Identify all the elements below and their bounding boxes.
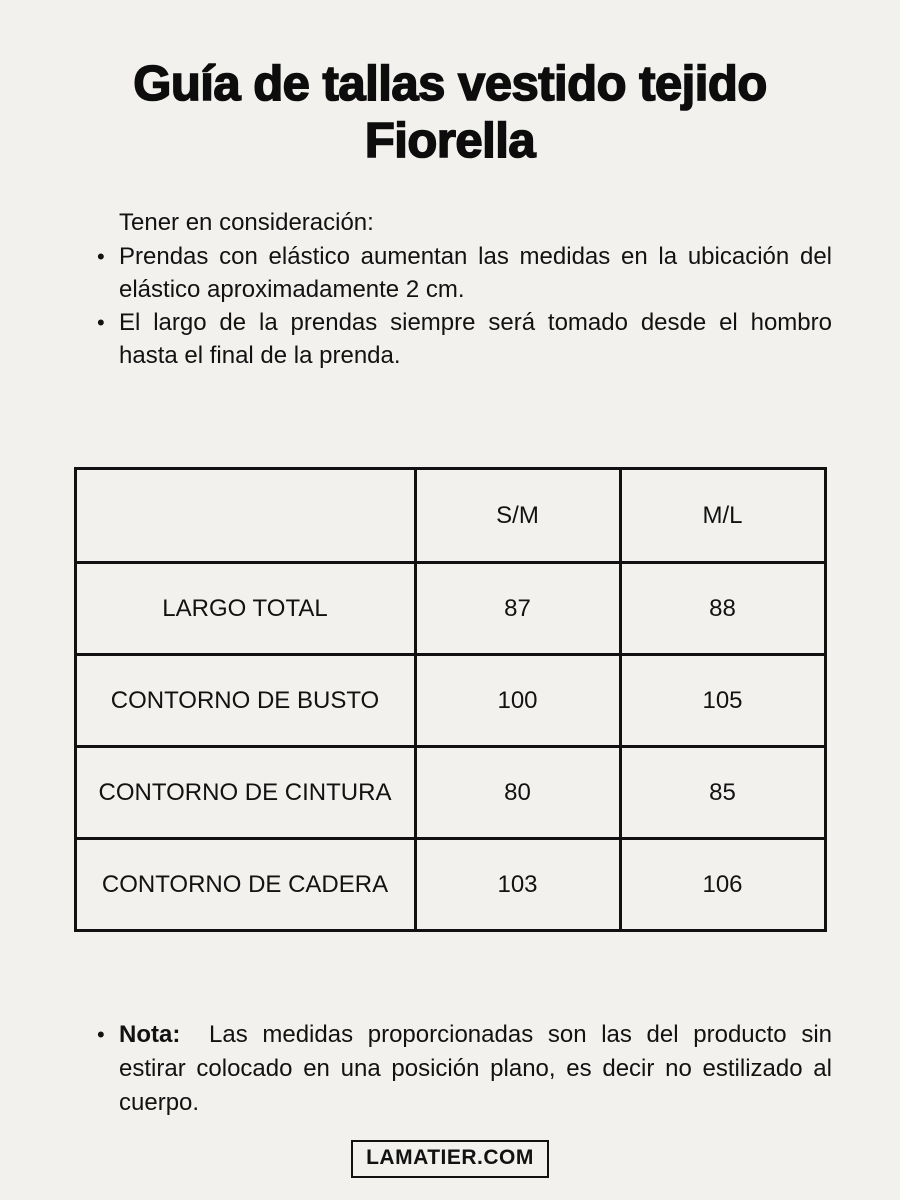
size-table-header-row bbox=[75, 469, 825, 563]
brand-badge: LAMATIER.COM bbox=[351, 1140, 549, 1178]
measure-label: CONTORNO DE BUSTO bbox=[75, 655, 415, 747]
measure-value-ml: 88 bbox=[620, 563, 825, 655]
list-item bbox=[95, 306, 832, 372]
footer bbox=[0, 1140, 900, 1178]
measure-value-ml: 85 bbox=[620, 747, 825, 839]
table-row bbox=[75, 747, 825, 839]
page-title bbox=[0, 0, 900, 170]
table-row bbox=[75, 655, 825, 747]
list-item-text: Prendas con elástico aumentan las medidas en la ubicación del elástico aproximadamente 2 cm. bbox=[119, 243, 832, 303]
size-table-header-ml: M/L bbox=[620, 469, 825, 563]
bullet-icon: • bbox=[97, 1022, 105, 1047]
table-row bbox=[75, 563, 825, 655]
bullet-icon: • bbox=[97, 244, 105, 269]
bullet-icon: • bbox=[97, 310, 105, 335]
measure-value-sm: 103 bbox=[415, 839, 620, 931]
page-title-line1: Guía de tallas vestido tejido bbox=[133, 57, 767, 111]
note-section bbox=[95, 1018, 832, 1120]
note-text: Las medidas proporcionadas son las del producto sin estirar colocado en una posición plano, es decir no estilizado al cuerpo. bbox=[119, 1021, 832, 1116]
note-label: Nota: bbox=[119, 1021, 181, 1048]
considerations-heading: Tener en consideración: bbox=[119, 209, 374, 236]
measure-label: LARGO TOTAL bbox=[75, 563, 415, 655]
table-row bbox=[75, 839, 825, 931]
size-table-header-sm: S/M bbox=[415, 469, 620, 563]
measure-label: CONTORNO DE CINTURA bbox=[75, 747, 415, 839]
list-item bbox=[95, 240, 832, 306]
measure-value-ml: 106 bbox=[620, 839, 825, 931]
measure-value-sm: 87 bbox=[415, 563, 620, 655]
note-item bbox=[95, 1018, 832, 1120]
measure-value-sm: 80 bbox=[415, 747, 620, 839]
list-item-text: El largo de la prendas siempre será tomado desde el hombro hasta el final de la prenda. bbox=[119, 309, 832, 369]
size-table-corner-cell bbox=[75, 469, 415, 563]
page-title-line2: Fiorella bbox=[364, 114, 536, 168]
measure-value-sm: 100 bbox=[415, 655, 620, 747]
note-list bbox=[95, 1018, 832, 1120]
measure-value-ml: 105 bbox=[620, 655, 825, 747]
considerations-list bbox=[95, 240, 832, 372]
measure-label: CONTORNO DE CADERA bbox=[75, 839, 415, 931]
considerations-section bbox=[95, 206, 832, 372]
size-table bbox=[74, 467, 827, 932]
